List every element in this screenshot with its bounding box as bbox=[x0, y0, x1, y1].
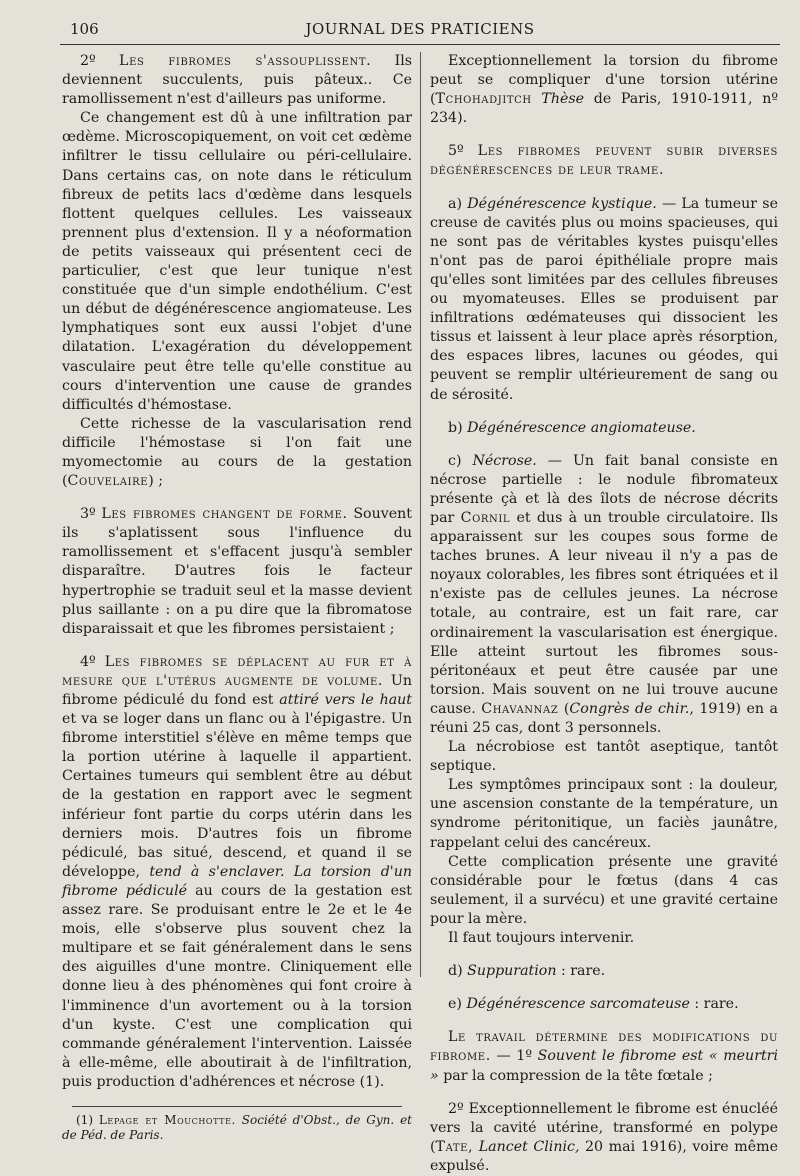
paragraph-text: Un fibrome pédiculé du fond est bbox=[62, 672, 412, 708]
item-title: Dégénérescence kystique. bbox=[467, 195, 657, 212]
author-name: Tchohadjitch bbox=[435, 91, 532, 108]
item-title: Nécrose. bbox=[472, 452, 537, 469]
page-header bbox=[60, 18, 780, 45]
section-heading: Les fibromes changent de forme. bbox=[101, 506, 348, 523]
italic-text: Souvent le fibrome est « meurtri » bbox=[430, 1048, 778, 1084]
paragraph-text: 20 mai 1916), voire même expulsé. bbox=[430, 1138, 778, 1174]
paragraph-text: au cours de la gestation est assez rare. Se produisant entre le 2e et le 4e mois, elle s'observe plus souvent chez la multipare et se fait généralement dans le sens des aiguilles d'une montre. Cliniquement elle donne lieu à des phénomènes qui font croire à l'imminence d'un avortement ou à la torsion d'un kyste. C'est une complication qui commande généralement l'intervention. Laissée à elle-même, elle aboutirait à de l'infiltration, puis production d'adhérences et nécrose (1). bbox=[62, 882, 413, 1090]
item-label: c) bbox=[448, 452, 473, 469]
paragraph: La nécrobiose est tantôt aseptique, tantôt septique. bbox=[430, 739, 778, 775]
paragraph-text: , 1919) en a réuni 25 cas, dont 3 personnels. bbox=[430, 700, 778, 736]
paragraph-text: Ils deviennent succulents, puis pâteux.. Ce ramollissement n'est d'ailleurs pas uniforme. bbox=[62, 53, 413, 108]
footnote-mark: (1) bbox=[76, 1112, 99, 1127]
item-label: d) bbox=[448, 963, 468, 980]
paragraph-text: Cette richesse de la vascularisation rend difficile l'hémostase si l'on fait une myomectomie au cours de la gestation ( bbox=[62, 415, 412, 490]
item-title: Dégénérescence sarcomateuse bbox=[466, 996, 690, 1013]
paragraph: Ce changement est dû à une infiltration par œdème. Microscopiquement, on voit cet œdème infiltrer le tissu cellulaire ou péri-cellulaire. Dans certains cas, on note dans le réticulum fibreux de petits lacs d'œdème dans lesquels flottent quelques cellules. Les vaisseaux prennent plus d'extension. Il y a néoformation de petits vaisseaux qui présentent ceci de particulier, c'est que leur tunique n'est constituée que d'un simple endothélium. C'est un début de dégénérescence angiomateuse. Les lymphatiques sont eux aussi l'objet d'une dilatation. L'exagération du développement vasculaire peut être telle qu'elle constitue au cours d'intervention une cause de grandes difficultés d'hémostase. bbox=[62, 110, 412, 413]
author-name: Cornil bbox=[460, 509, 511, 526]
section-heading: Les fibromes se déplacent au fur et à mesure que l'utérus augmente de volume. bbox=[62, 653, 412, 689]
paragraph-text: Exceptionnellement la torsion du fibrome peut se compliquer d'une torsion utérine ( bbox=[430, 53, 778, 108]
item-b bbox=[430, 419, 778, 438]
footnote-rule bbox=[72, 1106, 402, 1107]
section-5-heading bbox=[430, 142, 778, 180]
paragraph-text: ( bbox=[558, 700, 570, 717]
left-column bbox=[62, 52, 413, 1142]
italic-text: attiré vers le haut bbox=[279, 692, 412, 708]
paragraph: Cette complication présente une gravité considérable pour le fœtus (dans 4 cas seulement, il a survécu) et une gravité certaine pour la mère. bbox=[430, 853, 778, 927]
author-name: Tate, bbox=[435, 1138, 474, 1155]
paragraph-text: par la compression de la tête fœtale ; bbox=[438, 1067, 713, 1084]
item-d bbox=[430, 962, 778, 981]
paragraph-text: ) ; bbox=[148, 473, 164, 490]
section-number: 2º bbox=[80, 53, 96, 69]
paragraph-text: — 1º bbox=[490, 1048, 538, 1065]
footnote-authors: Lepage et Mouchotte. bbox=[98, 1112, 236, 1127]
item-label: b) bbox=[448, 419, 468, 436]
author-name: Chavannaz bbox=[481, 700, 559, 717]
section-number: 5º bbox=[448, 143, 464, 160]
paragraph bbox=[62, 415, 412, 491]
paragraph-text: : rare. bbox=[556, 963, 606, 980]
item-a bbox=[430, 195, 778, 405]
section-number: 4º bbox=[80, 653, 96, 670]
page-number: 106 bbox=[70, 20, 99, 38]
right-column bbox=[430, 52, 778, 1174]
section-heading: Le travail détermine des modifications du fibrome. bbox=[430, 1029, 778, 1065]
paragraph-text: de Paris, 1910-1911, nº 234). bbox=[430, 91, 778, 127]
paragraph bbox=[430, 1100, 778, 1176]
running-title: JOURNAL DES PRATICIENS bbox=[305, 20, 535, 38]
section-4-paragraph bbox=[62, 653, 412, 1092]
item-e bbox=[430, 995, 778, 1014]
italic-text: Thèse bbox=[531, 91, 585, 108]
column-divider bbox=[420, 52, 421, 977]
section-2-paragraph bbox=[62, 52, 412, 109]
section-heading: Les fibromes s'assouplissent. bbox=[119, 53, 372, 69]
paragraph: Il faut toujours intervenir. bbox=[448, 930, 635, 947]
paragraph-text: et va se loger dans un flanc ou à l'épigastre. Un fibrome interstitiel s'élève en même temps que la portion utérine à laquelle il appartient. Certaines tumeurs qui semblent être au début de la gestation en rapport avec le segment inférieur font partie du corps utérin dans les derniers mois. D'autres fois un fibrome pédiculé, bas situé, descend, et quand il se développe, bbox=[62, 711, 412, 880]
item-title: Suppuration bbox=[467, 963, 557, 980]
italic-text: Congrès de chir. bbox=[569, 700, 690, 717]
section-heading: Les fibromes peuvent subir diverses dégénérescences de leur trame. bbox=[430, 143, 778, 179]
paragraph-text: Souvent ils s'aplatissent sous l'influence du ramollissement et s'effacent jusqu'à sembler disparaître. D'autres fois le facteur hypertrophie se traduit seul et la masse devient plus saillante : on a pu dire que la fibromatose disparaissait et que les fibromes persistaient ; bbox=[62, 506, 412, 637]
item-title: Dégénérescence angiomateuse. bbox=[467, 419, 696, 436]
italic-text: tend à s'enclaver. La torsion d'un fibrome pédiculé bbox=[62, 863, 412, 899]
item-c bbox=[430, 452, 778, 738]
italic-text: Lancet Clinic, bbox=[473, 1138, 580, 1155]
author-name: Couvelaire bbox=[67, 473, 149, 490]
paragraph bbox=[430, 52, 778, 128]
item-label: a) bbox=[448, 195, 468, 212]
paragraph-text: — Un fait banal consiste en nécrose partielle : le nodule fibromateux présente çà et là des îlots de nécrose décrits par bbox=[430, 452, 778, 526]
paragraph-text: — La tumeur se creuse de cavités plus ou moins spacieuses, qui ne sont pas de véritables kystes puisqu'elles n'ont pas de paroi épithéliale propre mais qu'elles sont limitées par des cellules fibreuses ou myomateuses. Elles se produisent par infiltrations œdémateuses qui dissocient les tissus et laissent à leur place après résorption, des espaces libres, lacunes ou géodes, qui peuvent se remplir ultérieurement de sang ou de sérosité. bbox=[430, 195, 778, 403]
section-3-paragraph bbox=[62, 505, 412, 639]
footnote bbox=[62, 1113, 412, 1143]
section-number: 3º bbox=[80, 506, 96, 523]
labor-section bbox=[430, 1028, 778, 1085]
paragraph-text: et dus à un trouble circulatoire. Ils apparaissent sur les coupes sous forme de taches brunes. A leur niveau il n'y a pas de noyaux colorables, les fibres sont étriquées et il n'existe pas de cellules jeunes. La nécrose totale, au contraire, est un fait rare, car ordinairement la vascularisation est énergique. Elle atteint surtout les fibromes sous-péritonéaux et peut être causée par une torsion. Mais souvent on ne lui trouve aucune cause. bbox=[430, 509, 778, 717]
item-label: e) bbox=[448, 996, 467, 1013]
footnote-source: Société d'Obst., de Gyn. et de Péd. de Paris. bbox=[62, 1112, 412, 1142]
paragraph-text: : rare. bbox=[689, 996, 739, 1013]
paragraph: Les symptômes principaux sont : la douleur, une ascension constante de la température, un syndrome péritonitique, un faciès jaunâtre, rappelant celui des cancéreux. bbox=[430, 777, 778, 851]
paragraph-text: 2º Exceptionnellement le fibrome est énucléé vers la cavité utérine, transformé en polype ( bbox=[430, 1100, 778, 1155]
